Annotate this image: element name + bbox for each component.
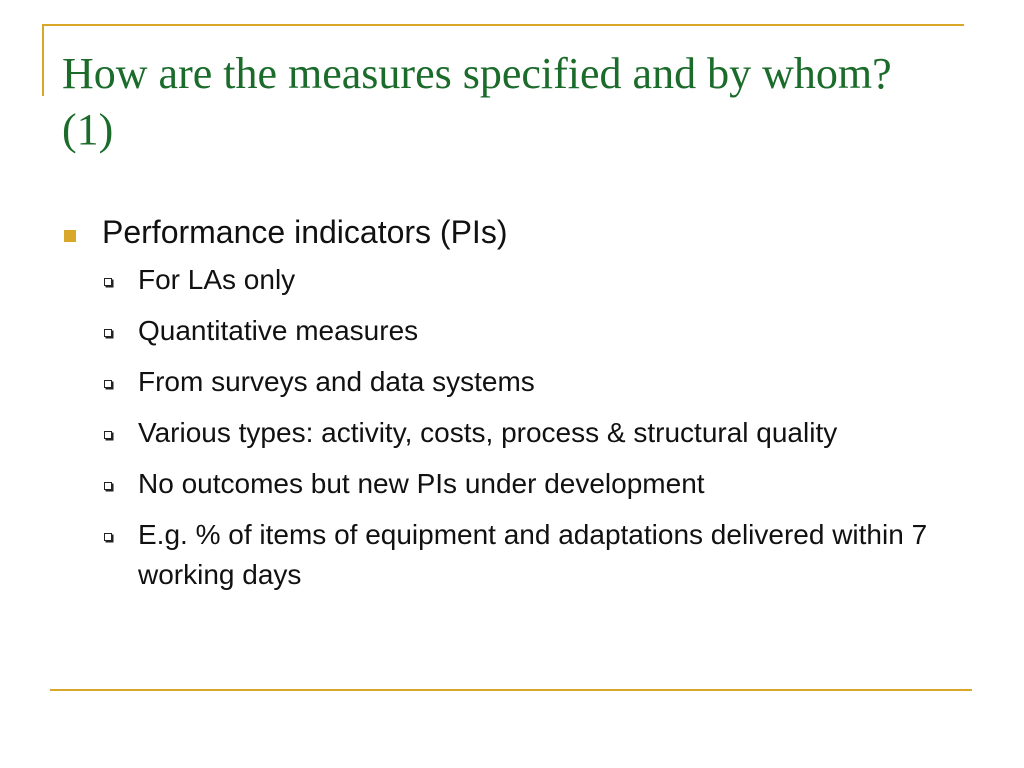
hollow-square-bullet-icon [104,431,112,439]
square-bullet-icon [64,230,76,242]
sub-bullet-item [62,311,962,351]
bullet-performance-indicators [62,204,962,260]
sub-bullet-item [62,260,962,300]
hollow-square-bullet-icon [104,329,112,337]
slide-body [62,204,962,606]
sub-bullet-item [62,515,962,595]
hollow-square-bullet-icon [104,278,112,286]
hollow-square-bullet-icon [104,533,112,541]
sub-bullet-list [62,260,962,595]
sub-bullet-text: Quantitative measures [138,315,419,346]
sub-bullet-text: Various types: activity, costs, process & structural quality [138,417,838,448]
sub-bullet-text: For LAs only [138,264,296,295]
sub-bullet-item [62,464,962,504]
top-border-line [42,24,964,26]
sub-bullet-item [62,362,962,402]
sub-bullet-text: E.g. % of items of equipment and adaptations delivered within 7 working days [138,519,928,590]
sub-bullet-item [62,413,962,453]
left-border-line [42,24,44,96]
sub-bullet-text: No outcomes but new PIs under development [138,468,705,499]
bottom-border-line [50,689,972,691]
hollow-square-bullet-icon [104,482,112,490]
slide-title: How are the measures specified and by whom? (1) [62,49,892,154]
sub-bullet-text: From surveys and data systems [138,366,535,397]
bullet-text: Performance indicators (PIs) [102,214,508,250]
hollow-square-bullet-icon [104,380,112,388]
